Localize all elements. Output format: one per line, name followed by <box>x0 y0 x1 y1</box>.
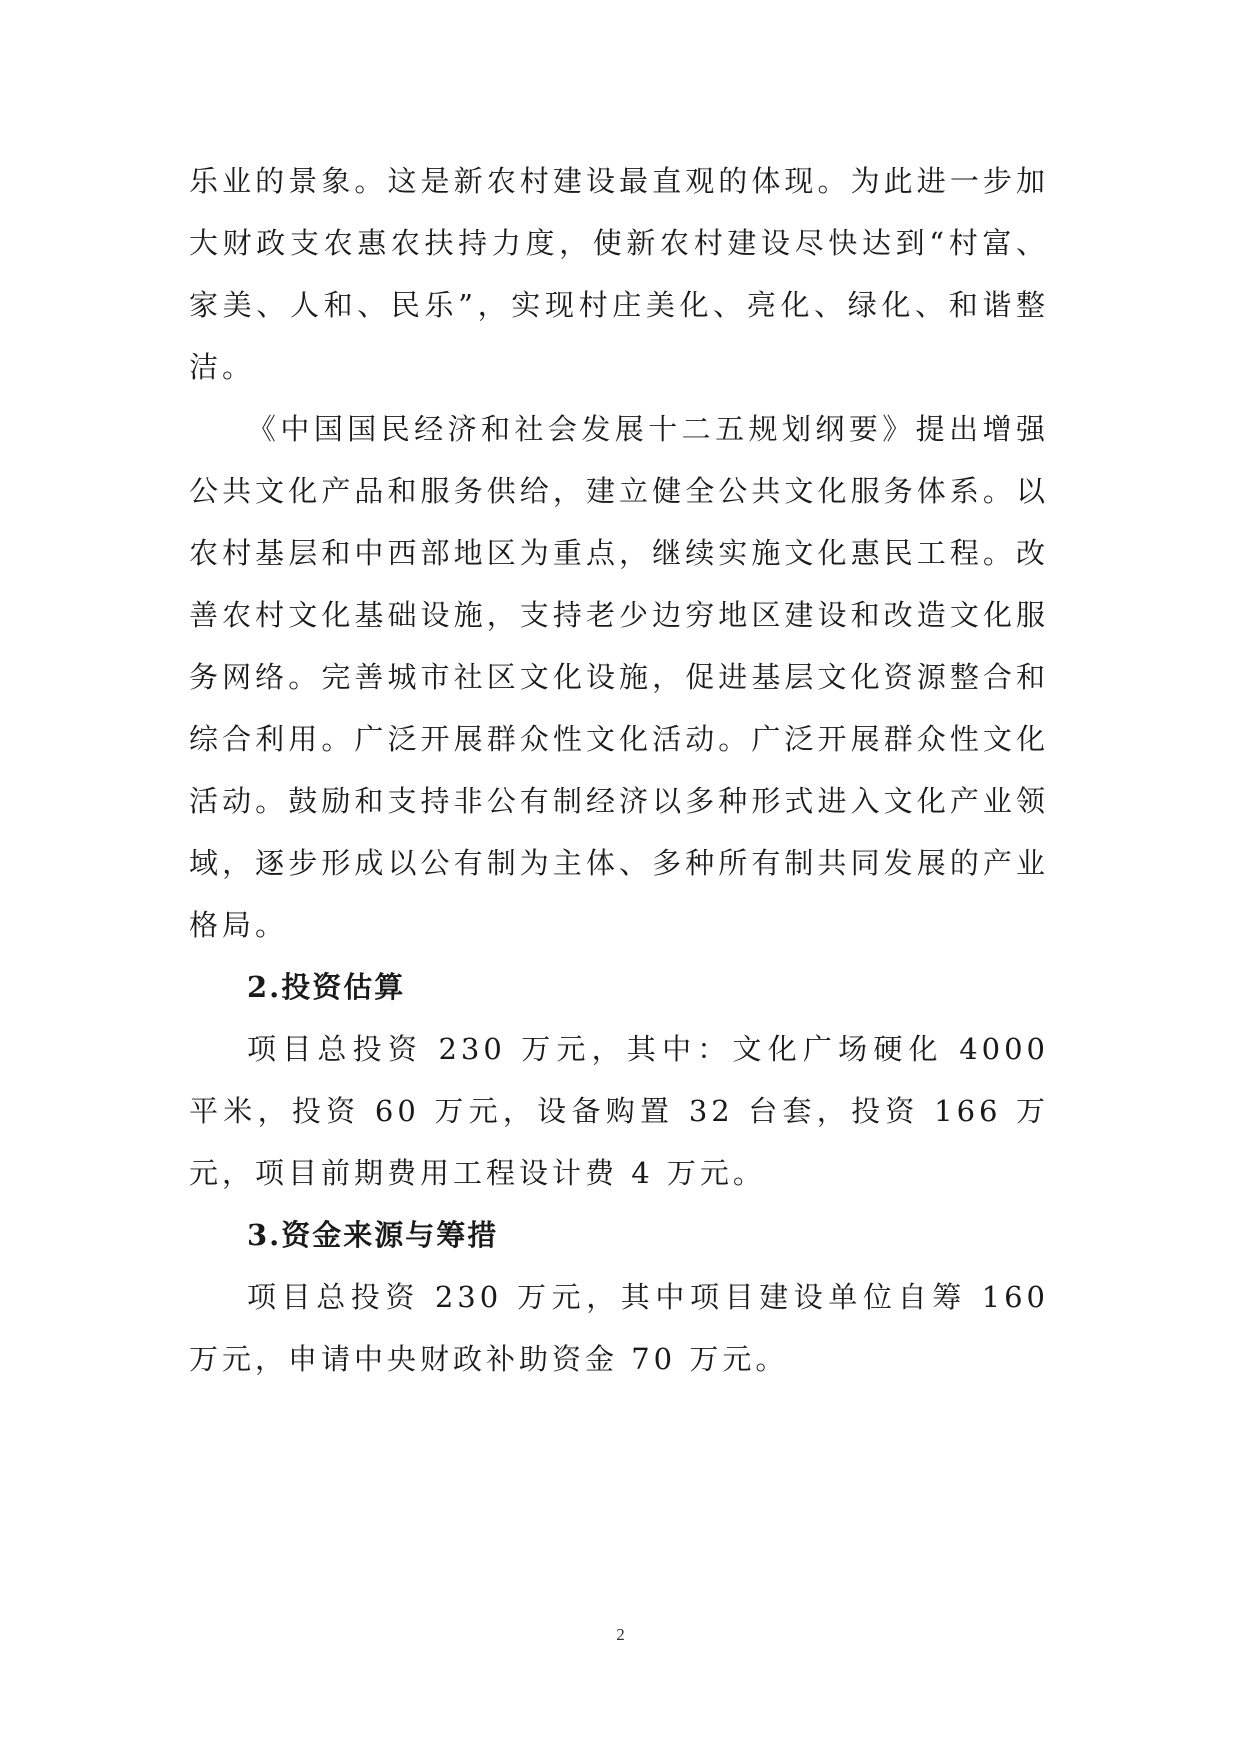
section-heading-investment-estimate: 2.投资估算 <box>247 970 406 1004</box>
section-heading-funding-source: 3.资金来源与筹措 <box>247 1218 499 1252</box>
paragraph-investment-estimate: 项目总投资 230 万元，其中：文化广场硬化 4000 平米，投资 60 万元，设备购置 32 台套，投资 166 万元，项目前期费用工程设计费 4 万元。 <box>189 1032 1049 1190</box>
paragraph-funding-source: 项目总投资 230 万元，其中项目建设单位自筹 160 万元，申请中央财政补助资金 70 万元。 <box>189 1280 1049 1376</box>
paragraph-plan: 《中国国民经济和社会发展十二五规划纲要》提出增强公共文化产品和服务供给，建立健全公共文化服务体系。以农村基层和中西部地区为重点，继续实施文化惠民工程。改善农村文化基础设施，支持老少边穷地区建设和改造文化服务网络。完善城市社区文化设施，促进基层文化资源整合和综合利用。广泛开展群众性文化活动。广泛开展群众性文化活动。鼓励和支持非公有制经济以多种形式进入文化产业领域，逐步形成以公有制为主体、多种所有制共同发展的产业格局。 <box>189 412 1049 942</box>
paragraph-continuation: 乐业的景象。这是新农村建设最直观的体现。为此进一步加大财政支农惠农扶持力度，使新农村建设尽快达到“村富、家美、人和、民乐”，实现村庄美化、亮化、绿化、和谐整洁。 <box>189 164 1049 384</box>
page-number: 2 <box>616 1625 625 1644</box>
document-body <box>189 150 1049 1390</box>
